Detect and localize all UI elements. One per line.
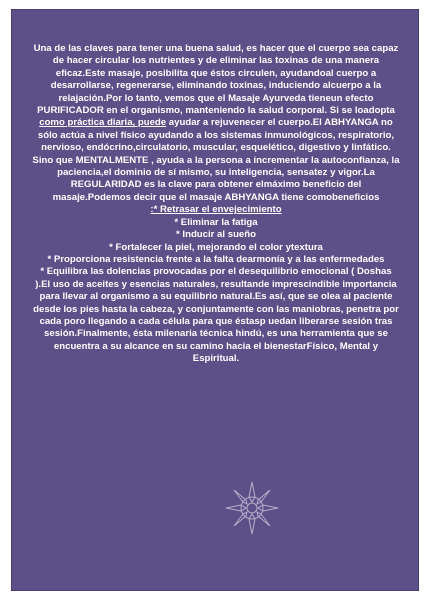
benefit-item: * Inducir al sueño [176, 229, 256, 241]
article-body [32, 43, 400, 366]
intro-underlined-phrase: como práctica diaria, puede [39, 117, 167, 129]
intro-text-end: ayudar a rejuvenecer el cuerpo.El ABHYANGA no sólo actúa a nivel físico ayudando a los sistemas inmunológicos, respiratorio, nervioso, endócrino,circulatorio, muscular, esquelético, digestivo y linfático. Sino que MENTALMENTE , ayuda a la persona a incrementar la autoconfianza, la paciencia,el dominio de sí mismo, su inteligencia, sensatez y vigor.La REGULARIDAD es la clave para obtener elmáximo beneficio del masaje.Podemos decir que el masaje ABHYANGA tiene comobeneficios [32, 117, 400, 203]
benefit-item: :* Retrasar el envejecimiento [150, 204, 282, 216]
benefit-item: * Eliminar la fatiga [174, 216, 258, 228]
benefit-item-closing-paragraph: * Equilibra las dolencias provocadas por el desequilibrio emocional ( Doshas ).El uso de aceites y esencias naturales, resultande imprescindible importancia para llevar al organismo a su equilibrio natural.Es así, que se olea al paciente desde los pies hasta la cabeza, y conjuntamente con las maniobras, penetra por cada poro llegando a cada célula para que éstasp uedan liberarse sesión tras sesión.Finalmente, ésta milenaria técnica hindú, es una herramienta que se encuentra a su alcance en su camino hacia el bienestarFísico, Mental y Espiritual. [33, 266, 399, 365]
sun-flower-icon [222, 478, 282, 538]
intro-text-start: Una de las claves para tener una buena salud, es hacer que el cuerpo sea capaz de hacer circular los nutrientes y de eliminar las toxinas de una manera eficaz.Este masaje, posibilita que éstos circulen, ayudandoal cuerpo a desarrollarse, regenerarse, eliminando toxinas, induciendo alcuerpo a la relajación.Por lo tanto, vemos que el Masaje Ayurveda tieneun efecto PURIFICADOR en el organismo, manteniendo la salud corporal. Si se loadopta [33, 43, 399, 117]
content-panel [11, 9, 419, 591]
intro-paragraph [32, 43, 400, 204]
benefit-item: * Fortalecer la piel, mejorando el color ytextura [109, 241, 323, 253]
benefit-item: * Proporciona resistencia frente a la falta dearmonía y a las enfermedades [47, 253, 385, 265]
